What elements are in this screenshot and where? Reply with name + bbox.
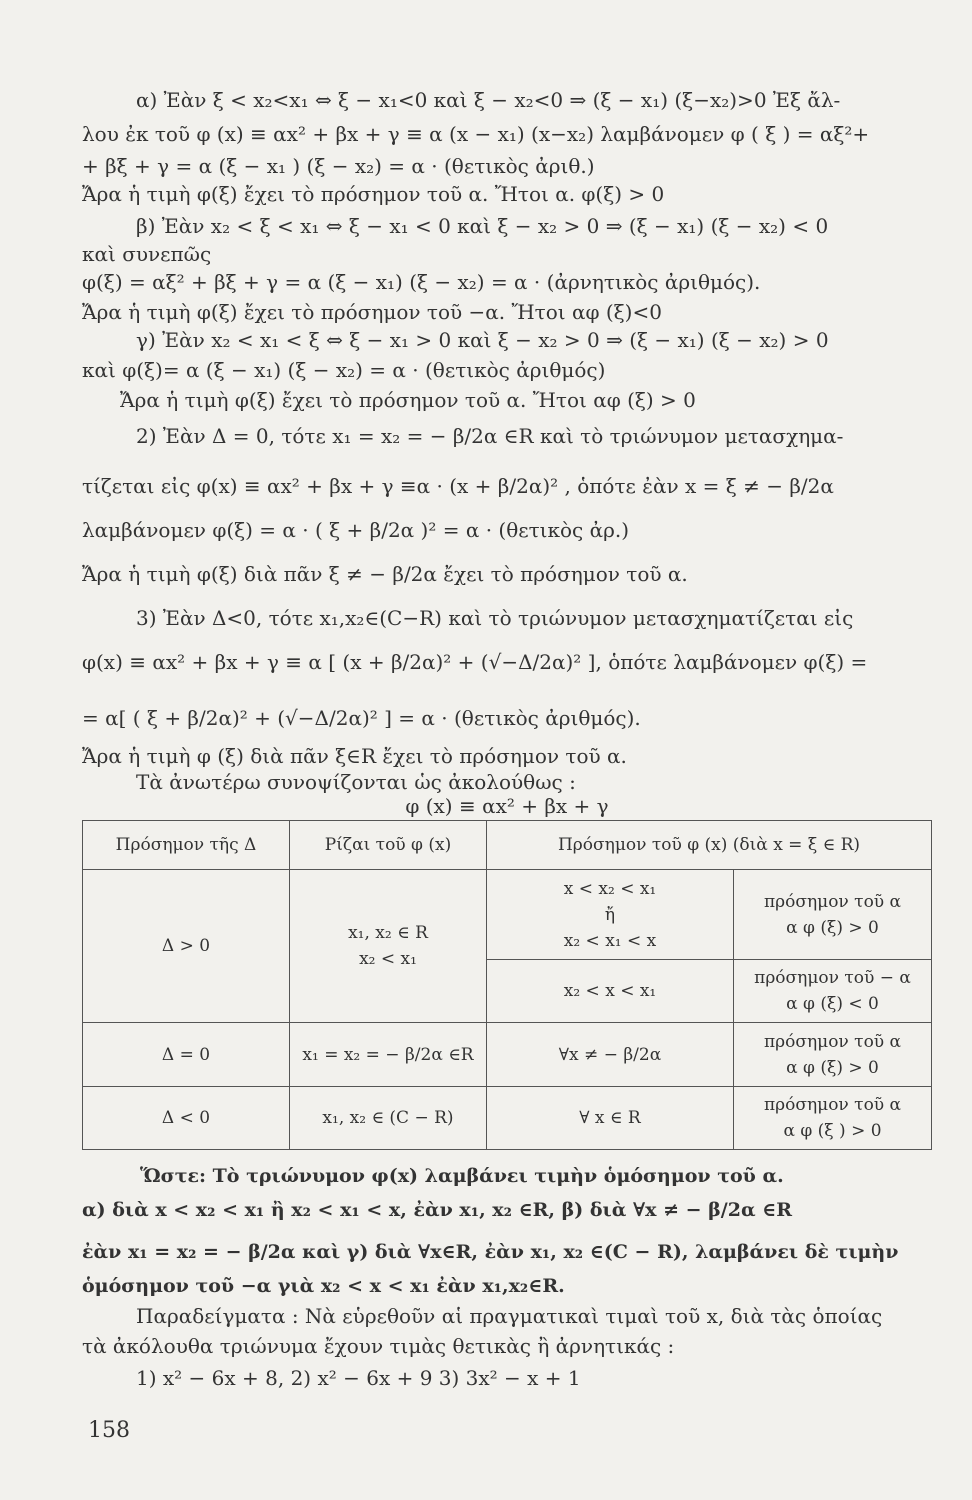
- case-2-conclusion: Ἄρα ἡ τιμὴ φ(ξ) διὰ πᾶν ξ ≠ − β/2α ἔχει τὸ πρόσημον τοῦ α.: [82, 562, 688, 586]
- between-sign-cell: [734, 960, 932, 1023]
- case-3-line-3: = α[ ( ξ + β/2α)² + (√−Δ/2α)² ] = α · (θετικὸς ἀριθμός).: [82, 706, 641, 730]
- sign-minus-alpha-inequality: α φ (ξ) < 0: [786, 994, 879, 1015]
- case-alpha-line-1: α) Ἐὰν ξ < x₂<x₁ ⇔ ξ − x₁<0 καὶ ξ − x₂<0 ⇒ (ξ − x₁) (ξ−x₂)>0 Ἐξ ἄλ-: [136, 88, 841, 112]
- conclusion-line-1: Ὥστε: Τὸ τριώνυμον φ(x) λαμβάνει τιμὴν ὁμόσημον τοῦ α.: [140, 1165, 784, 1187]
- case-3-line-1: 3) Ἐὰν Δ<0, τότε x₁,x₂∈(C−R) καὶ τὸ τριώνυμον μετασχηματίζεται εἰς: [136, 606, 854, 630]
- interval-right-text: x₂ < x₁ < x: [563, 930, 657, 951]
- examples-line-2: τὰ ἀκόλουθα τριώνυμα ἔχουν τιμὰς θετικὰς ἢ ἀρνητικάς :: [82, 1334, 675, 1358]
- sign-alpha-inequality: α φ (ξ) > 0: [786, 1057, 879, 1078]
- roots-real-cell: [290, 870, 487, 1023]
- interval-left-text: x < x₂ < x₁: [563, 878, 657, 899]
- case-gamma-conclusion: Ἄρα ἡ τιμὴ φ(ξ) ἔχει τὸ πρόσημον τοῦ α. Ἤτοι αφ (ξ) > 0: [120, 388, 696, 412]
- table-row: [83, 870, 932, 960]
- page-number: 158: [88, 1418, 130, 1443]
- case-gamma-line-1: γ) Ἐὰν x₂ < x₁ < ξ ⇔ ξ − x₁ > 0 καὶ ξ − x₂ > 0 ⇒ (ξ − x₁) (ξ − x₂) > 0: [136, 328, 829, 352]
- outside-sign-cell: [734, 870, 932, 960]
- summary-table: [82, 820, 932, 1150]
- delta-negative-sign-cell: [734, 1086, 932, 1149]
- case-alpha-line-2: λου ἐκ τοῦ φ (x) ≡ αx² + βx + γ ≡ α (x − x₁) (x−x₂) λαμβάνομεν φ ( ξ ) = αξ²+: [82, 122, 870, 146]
- header-roots: Ρίζαι τοῦ φ (x): [290, 821, 487, 870]
- case-beta-conclusion: Ἄρα ἡ τιμὴ φ(ξ) ἔχει τὸ πρόσημον τοῦ −α. Ἤτοι αφ (ξ)<0: [82, 300, 662, 324]
- complex-roots-cell: x₁, x₂ ∈ (C − R): [290, 1086, 487, 1149]
- delta-zero-sign-cell: [734, 1023, 932, 1086]
- all-real-x-cell: ∀ x ∈ R: [487, 1086, 734, 1149]
- case-2-line-2: τίζεται εἰς φ(x) ≡ αx² + βx + γ ≡α · (x + β/2α)² , ὁπότε ἐὰν x = ξ ≠ − β/2α: [82, 474, 834, 498]
- case-2-line-1: 2) Ἐὰν Δ = 0, τότε x₁ = x₂ = − β/2α ∈R καὶ τὸ τριώνυμον μετασχημα-: [136, 424, 844, 448]
- header-phi-sign: Πρόσημον τοῦ φ (x) (διὰ x = ξ ∈ R): [487, 821, 932, 870]
- conclusion-line-4: ὁμόσημον τοῦ −α γιὰ x₂ < x < x₁ ἐὰν x₁,x₂∈R.: [82, 1275, 565, 1297]
- delta-zero-cell: Δ = 0: [83, 1023, 290, 1086]
- case-gamma-line-2: καὶ φ(ξ)= α (ξ − x₁) (ξ − x₂) = α · (θετικὸς ἀριθμός): [82, 358, 606, 382]
- outside-interval-cell: [487, 870, 734, 960]
- table-row: [83, 1086, 932, 1149]
- summary-intro: Τὰ ἀνωτέρω συνοψίζονται ὡς ἀκολούθως :: [136, 770, 576, 794]
- sign-alpha-text: πρόσημον τοῦ α: [763, 1031, 902, 1052]
- roots-real-text: x₁, x₂ ∈ R: [348, 923, 428, 944]
- double-root-cell: x₁ = x₂ = − β/2α ∈R: [290, 1023, 487, 1086]
- case-3-conclusion: Ἄρα ἡ τιμὴ φ (ξ) διὰ πᾶν ξ∈R ἔχει τὸ πρόσημον τοῦ α.: [82, 744, 627, 768]
- all-x-except-root-cell: ∀x ≠ − β/2α: [487, 1023, 734, 1086]
- case-alpha-conclusion: Ἄρα ἡ τιμὴ φ(ξ) ἔχει τὸ πρόσημον τοῦ α. Ἤτοι α. φ(ξ) > 0: [82, 182, 665, 206]
- delta-positive-cell: Δ > 0: [83, 870, 290, 1023]
- case-2-line-3: λαμβάνομεν φ(ξ) = α · ( ξ + β/2α )² = α · (θετικὸς ἀρ.): [82, 518, 630, 542]
- interval-or-text: ἤ: [604, 904, 616, 925]
- sign-alpha-text: πρόσημον τοῦ α: [763, 891, 902, 912]
- conclusion-line-2: α) διὰ x < x₂ < x₁ ἢ x₂ < x₁ < x, ἐὰν x₁, x₂ ∈R, β) διὰ ∀x ≠ − β/2α ∈R: [82, 1199, 793, 1221]
- case-beta-line-2: καὶ συνεπῶς: [82, 242, 212, 266]
- examples-list: 1) x² − 6x + 8, 2) x² − 6x + 9 3) 3x² − x + 1: [136, 1366, 581, 1390]
- sign-alpha-inequality: α φ (ξ ) > 0: [783, 1120, 882, 1141]
- conclusion-line-3: ἐὰν x₁ = x₂ = − β/2α καὶ γ) διὰ ∀x∈R, ἐὰν x₁, x₂ ∈(C − R), λαμβάνει δὲ τιμὴν: [82, 1241, 899, 1263]
- trinomial-formula: φ (x) ≡ αx² + βx + γ: [405, 794, 609, 818]
- header-delta-sign: Πρόσημον τῆς Δ: [83, 821, 290, 870]
- case-alpha-line-3: + βξ + γ = α (ξ − x₁ ) (ξ − x₂) = α · (θετικὸς ἀριθ.): [82, 154, 595, 178]
- sign-alpha-text: πρόσημον τοῦ α: [763, 1094, 902, 1115]
- table-row: [83, 1023, 932, 1086]
- table-header-row: [83, 821, 932, 870]
- roots-order-text: x₂ < x₁: [359, 949, 417, 970]
- case-beta-line-1: β) Ἐὰν x₂ < ξ < x₁ ⇔ ξ − x₁ < 0 καὶ ξ − x₂ > 0 ⇒ (ξ − x₁) (ξ − x₂) < 0: [136, 214, 829, 238]
- examples-heading: Παραδείγματα : Νὰ εὑρεθοῦν αἱ πραγματικαὶ τιμαὶ τοῦ x, διὰ τὰς ὁποίας: [136, 1304, 883, 1328]
- between-roots-cell: x₂ < x < x₁: [487, 960, 734, 1023]
- sign-alpha-inequality: α φ (ξ) > 0: [786, 917, 879, 938]
- sign-minus-alpha-text: πρόσημον τοῦ − α: [754, 968, 911, 989]
- delta-negative-cell: Δ < 0: [83, 1086, 290, 1149]
- case-beta-line-3: φ(ξ) = αξ² + βξ + γ = α (ξ − x₁) (ξ − x₂) = α · (ἀρνητικὸς ἀριθμός).: [82, 270, 761, 294]
- case-3-line-2: φ(x) ≡ αx² + βx + γ ≡ α [ (x + β/2α)² + (√−Δ/2α)² ], ὁπότε λαμβάνομεν φ(ξ) =: [82, 650, 868, 674]
